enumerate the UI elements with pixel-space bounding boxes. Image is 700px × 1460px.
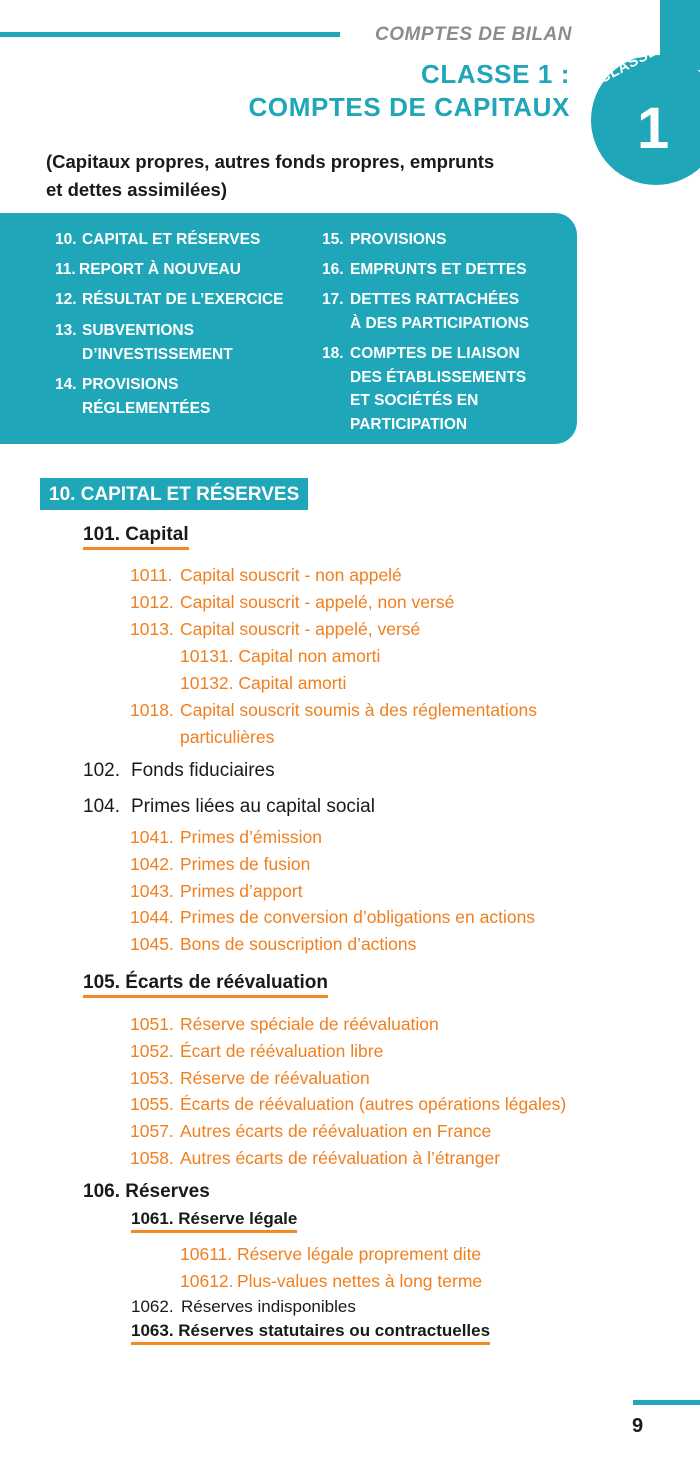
summary-item-15: 15. PROVISIONS [322,231,447,248]
summary-item-12: 12. RÉSULTAT DE L’EXERCICE [55,291,284,308]
account-1018-cont: particulières [180,727,275,747]
account-105-heading: 105. Écarts de réévaluation [83,972,328,998]
summary-box [0,213,577,444]
account-1061-heading: 1061. Réserve légale [131,1209,297,1233]
page-title-line2: COMPTES DE CAPITAUX [248,92,570,122]
account-1062: 1062. Réserves indisponibles [131,1297,356,1316]
account-104: 104. Primes liées au capital social [83,796,375,817]
summary-item-17: 17. DETTES RATTACHÉES À DES PARTICIPATIONS [322,291,530,332]
account-10132: 10132. Capital amorti [180,673,347,693]
account-102: 102. Fonds fiduciaires [83,760,275,781]
summary-item-16: 16. EMPRUNTS ET DETTES [322,261,527,278]
account-1041: 1041. Primes d’émission [130,827,322,847]
account-106-heading: 106. Réserves [83,1181,210,1202]
page-title-line1: CLASSE 1 : [420,59,570,89]
intro-line2: et dettes assimilées) [46,179,227,200]
account-101-heading: 101. Capital [83,524,189,550]
account-1043: 1043. Primes d’apport [130,881,303,901]
account-1057: 1057. Autres écarts de réévaluation en France [130,1121,492,1141]
account-1018: 1018. Capital souscrit soumis à des réglementations [130,700,537,720]
class-badge-number: 1 [637,96,670,161]
page-title [170,58,570,124]
account-1052: 1052. Écart de réévaluation libre [130,1041,384,1061]
summary-item-13: 13. SUBVENTIONS D’INVESTISSEMENT [55,322,233,363]
summary-item-11: 11. REPORT À NOUVEAU [55,261,241,278]
account-1011: 1011. Capital souscrit - non appelé [130,565,402,585]
account-10611: 10611. Réserve légale proprement dite [180,1244,482,1264]
account-1013: 1013. Capital souscrit - appelé, versé [130,619,421,639]
account-1058: 1058. Autres écarts de réévaluation à l’étranger [130,1148,501,1168]
account-10131: 10131. Capital non amorti [180,646,381,666]
account-1012: 1012. Capital souscrit - appelé, non versé [130,592,455,612]
account-1042: 1042. Primes de fusion [130,854,311,874]
intro-line1: (Capitaux propres, autres fonds propres, emprunts [46,151,495,172]
footer-rule [633,1400,700,1405]
account-1063-heading: 1063. Réserves statutaires ou contractuelles [131,1321,490,1345]
header-rule [0,32,340,37]
intro-text [46,148,566,204]
page-number: 9 [632,1415,644,1437]
account-10612: 10612. Plus-values nettes à long terme [180,1271,483,1291]
summary-item-14: 14. PROVISIONS RÉGLEMENTÉES [55,376,211,417]
account-1051: 1051. Réserve spéciale de réévaluation [130,1014,439,1034]
account-1044: 1044. Primes de conversion d’obligations en actions [130,907,536,927]
summary-item-10: 10. CAPITAL ET RÉSERVES [55,231,261,248]
account-1053: 1053. Réserve de réévaluation [130,1068,370,1088]
account-1045: 1045. Bons de souscription d’actions [130,934,417,954]
summary-item-18: 18. COMPTES DE LIAISON DES ÉTABLISSEMENTS ET SOCIÉTÉS EN PARTICIPATION [322,345,527,433]
section-heading: 10. CAPITAL ET RÉSERVES [40,478,308,510]
section-label: COMPTES DE BILAN [375,24,572,45]
account-1055: 1055. Écarts de réévaluation (autres opérations légales) [130,1094,567,1114]
class-badge-word: CLASSE [596,42,661,87]
